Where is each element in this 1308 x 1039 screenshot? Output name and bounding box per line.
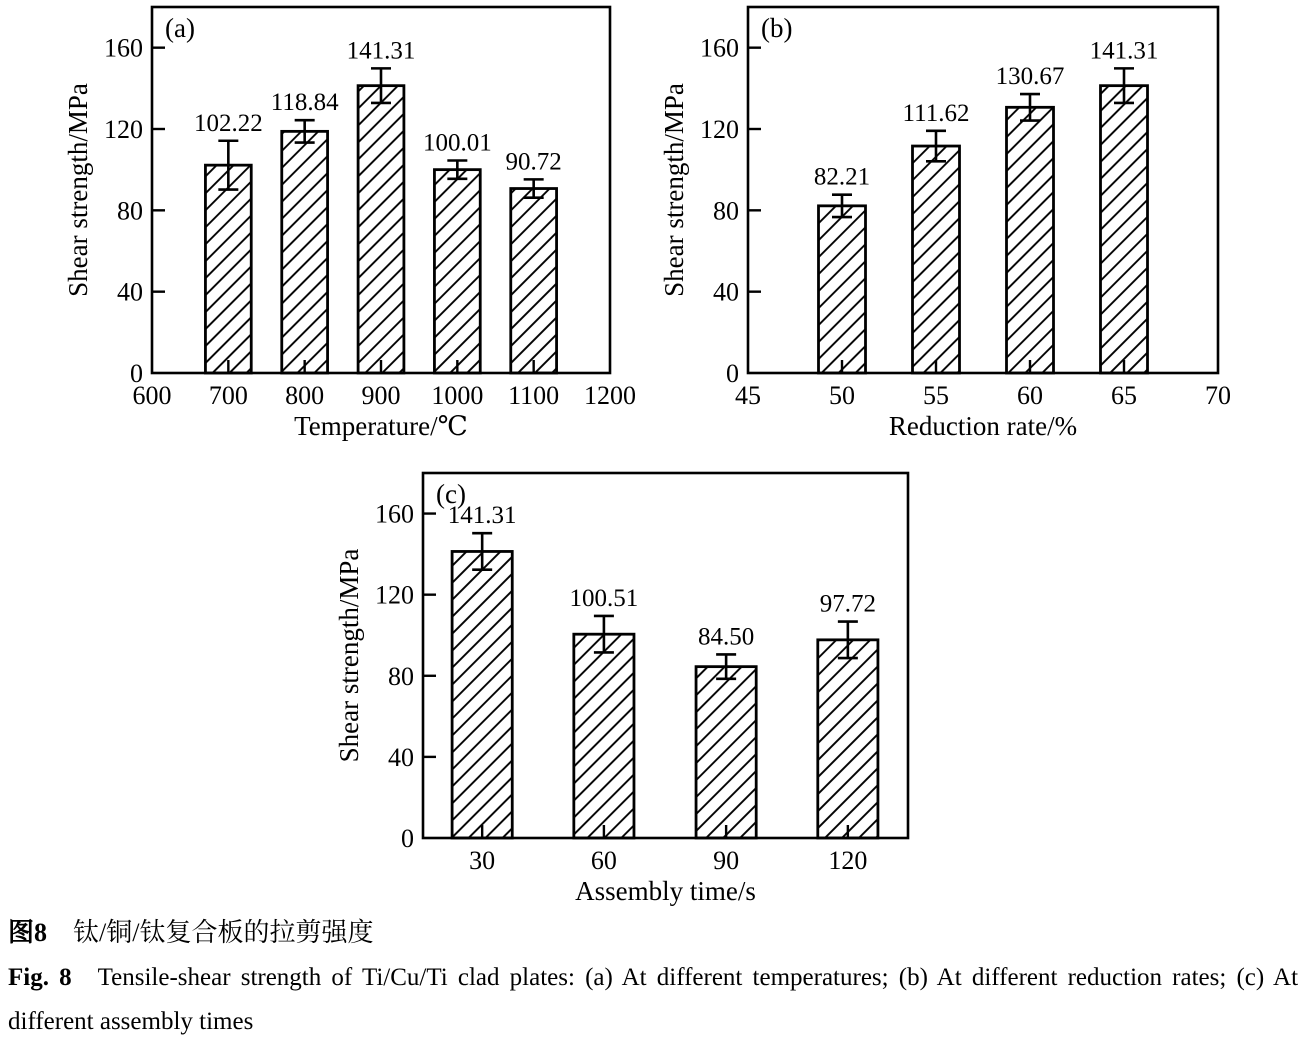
bar-value-label: 141.31 [447,502,517,530]
y-tick-label: 80 [117,196,143,226]
y-tick-label: 40 [713,277,739,307]
panel-label: (b) [761,13,793,43]
bar-value-label: 100.51 [569,584,639,612]
caption-chinese-text: 钛/铜/钛复合板的拉剪强度 [73,918,374,947]
x-tick-label: 55 [923,381,949,410]
x-axis-label: Assembly time/s [575,876,756,906]
bar [819,206,866,373]
x-axis-label: Temperature/℃ [294,411,468,441]
x-tick-label: 30 [469,846,496,875]
y-tick-label: 160 [375,499,414,529]
caption-chinese [8,916,1298,950]
y-tick-label: 40 [117,277,143,307]
bar [282,131,328,373]
x-tick-label: 1200 [584,381,636,410]
y-tick-label: 120 [700,115,739,144]
bar-value-label: 90.72 [505,148,562,176]
x-tick-label: 600 [132,381,172,410]
y-tick-label: 160 [700,33,739,63]
bar-value-label: 102.22 [193,109,263,137]
x-axis-label: Reduction rate/% [888,411,1078,441]
caption-english-text: Tensile-shear strength of Ti/Cu/Ti clad plates: (a) At different temperatures; (b) At different reduction rates; (c) At [97,964,1299,991]
bar-value-label: 100.01 [422,129,492,157]
bar [434,170,480,373]
y-tick-label: 0 [726,359,739,388]
panel-label: (c) [436,479,466,509]
y-tick-label: 160 [104,33,143,63]
bar [913,146,960,373]
bar [1101,86,1148,373]
bar [511,189,557,373]
caption-english-line2: different assembly times [8,1008,254,1035]
x-tick-label: 1000 [431,381,484,410]
chart-c-assembly-time [300,455,1000,915]
x-tick-label: 800 [285,381,325,410]
x-tick-label: 60 [1017,381,1043,410]
x-tick-label: 60 [590,846,617,875]
x-tick-label: 65 [1111,381,1137,410]
bar-value-label: 84.50 [698,623,755,651]
y-tick-label: 120 [375,580,414,610]
y-tick-label: 120 [104,115,143,144]
bar [696,667,756,838]
caption-chinese-label: 图8 [8,918,48,947]
x-tick-label: 1100 [508,381,560,410]
x-tick-label: 90 [713,846,740,875]
bar-value-label: 118.84 [270,89,339,117]
panel-label: (a) [165,13,195,43]
bar [818,640,878,838]
bar [574,634,634,838]
bar [1007,107,1054,373]
bar-value-label: 97.72 [819,590,876,618]
x-tick-label: 700 [208,381,248,410]
y-tick-label: 80 [713,196,739,226]
y-tick-label: 40 [388,742,414,772]
bar-value-label: 82.21 [813,163,871,191]
caption-english-line1 [8,961,1298,995]
x-tick-label: 50 [829,381,855,410]
y-axis-label: Shear strength/MPa [659,83,689,297]
bar [452,551,512,838]
bar-value-label: 141.31 [1089,37,1159,65]
bar-value-label: 130.67 [995,63,1065,91]
chart-b-reduction-rate [660,0,1308,455]
x-tick-label: 45 [735,381,761,410]
bar [358,86,404,373]
x-tick-label: 120 [828,846,868,875]
y-axis-label: Shear strength/MPa [334,548,364,763]
bar-value-label: 111.62 [902,99,970,127]
y-tick-label: 0 [401,824,414,853]
x-tick-label: 70 [1205,381,1231,410]
x-tick-label: 900 [361,381,401,410]
bar [205,165,251,373]
bar-value-label: 141.31 [346,37,416,65]
y-axis-label: Shear strength/MPa [63,83,93,297]
chart-a-temperature [0,0,660,455]
y-tick-label: 0 [130,359,143,388]
y-tick-label: 80 [388,661,414,691]
caption-english-label: Fig. 8 [8,964,72,991]
